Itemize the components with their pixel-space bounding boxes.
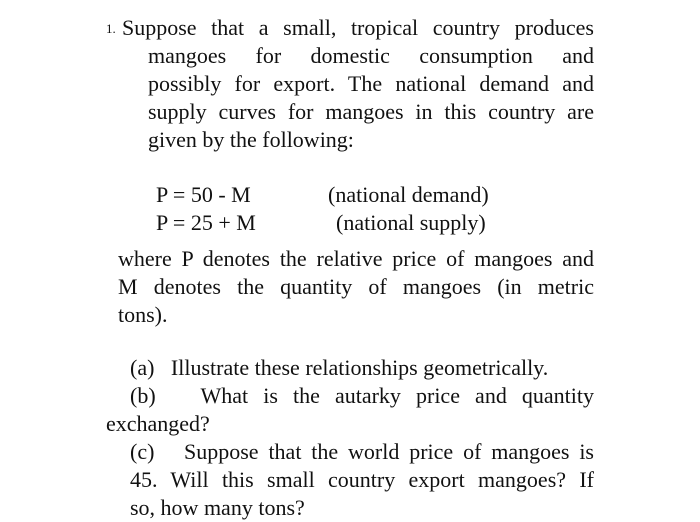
where-line: tons). [118, 302, 168, 327]
part-a: (a) Illustrate these relationships geometrically. [130, 355, 549, 380]
question-intro [122, 14, 594, 154]
intro-line: supply curves for mangoes in this country are [148, 99, 594, 124]
intro-line: mangoes for domestic consumption and [148, 43, 594, 68]
where-line: where P denotes the relative price of mangoes and [118, 246, 594, 271]
part-c: (c) Suppose that the world price of mangoes is [130, 439, 594, 464]
part-b: (b) What is the autarky price and quantity [130, 383, 594, 408]
part-b-continued: exchanged? [106, 411, 210, 436]
intro-line: given by the following: [148, 127, 354, 152]
intro-line: possibly for export. The national demand and [148, 71, 594, 96]
supply-equation: P = 25 + M [156, 210, 256, 235]
question-number: 1. [106, 21, 116, 36]
where-line: M denotes the quantity of mangoes (in metric [118, 274, 594, 299]
sub-questions [106, 354, 594, 522]
supply-label: (national supply) [336, 210, 486, 235]
part-c-continued: so, how many tons? [130, 495, 305, 520]
part-c-continued: 45. Will this small country export mangoes? If [130, 467, 594, 492]
demand-equation: P = 50 - M [156, 182, 251, 207]
variable-definitions [118, 245, 594, 329]
intro-line: Suppose that a small, tropical country produces [122, 15, 594, 40]
demand-label: (national demand) [328, 182, 489, 207]
